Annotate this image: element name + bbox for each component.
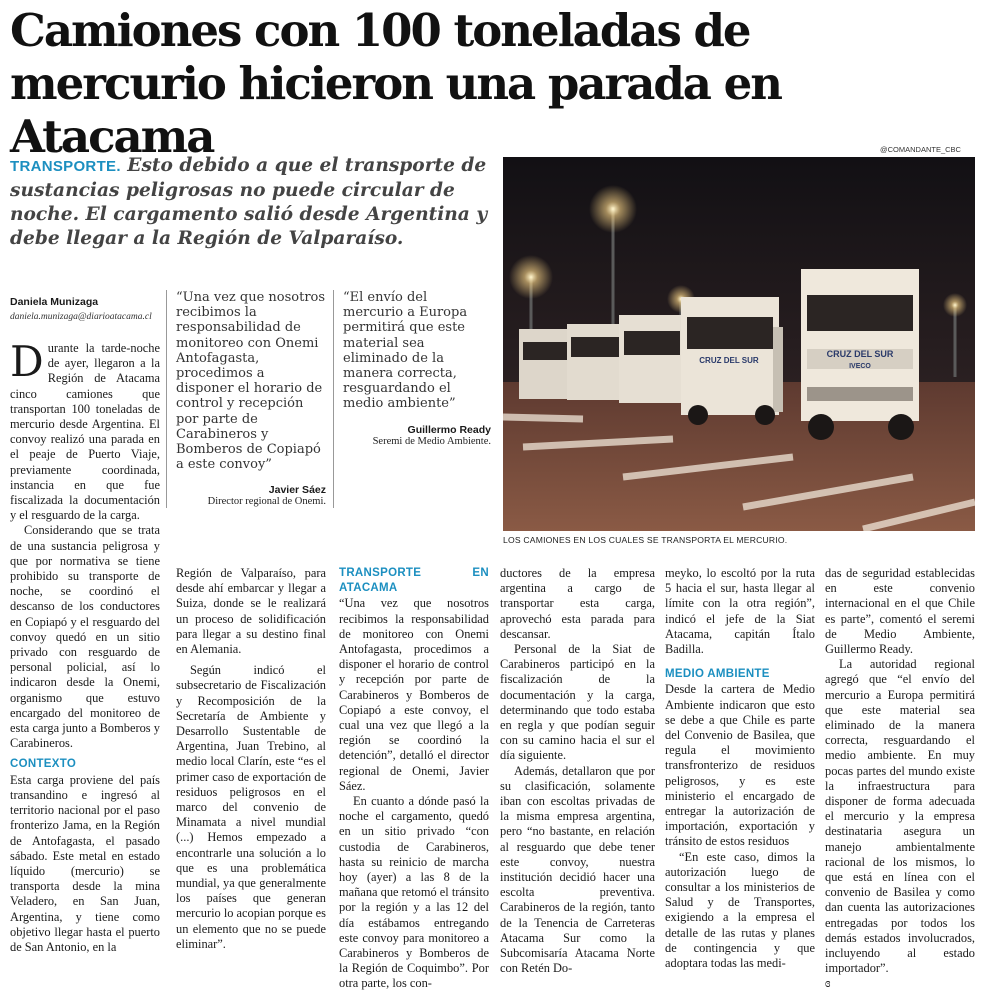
section-heading: TRANSPORTE EN ATACAMA [339, 567, 489, 595]
quote-role: Seremi de Medio Ambiente. [372, 435, 491, 447]
quote-block-2 [343, 290, 491, 447]
article-column-2 [176, 566, 326, 952]
paragraph: das de seguridad establecidas en este convenio internacional en el que Chile es parte”, comentó el seremi de Medio Ambiente, Guillermo Ready. [825, 566, 975, 657]
truck-small-2 [567, 324, 623, 400]
paragraph: Personal de la Siat de Carabineros participó en la fiscalización de la documentación y la carga, determinando que todo estaba en regla y que podían seguir con su camino hacia el sur el día siguiente. [500, 642, 655, 763]
section-heading: CONTEXTO [10, 758, 77, 771]
paragraph: Esta carga proviene del país transandino e ingresó al territorio nacional por el paso fronterizo Jama, en la Región de Antofagasta, el pasado sábado. Este metal en estado líquido (mercurio) se transporta desde la mina Veladero, en San Juan, Argentina, y tiene como objetivo llegar hasta el puerto de San Antonio, en la [10, 772, 160, 954]
headline: Camiones con 100 toneladas de mercurio hicieron una parada en Atacama [10, 4, 781, 163]
paragraph: Considerando que se trata de una sustancia peligrosa y que por normativa se tiene prohibido su transporte de noche, se coordinó el descanso de los conductores en Copiapó y el resguardo del convoy quedó en un sitio privado con resguardo de personal policial, así lo indicaron desde la Onemi, organismo que estuvo encargado del monitoreo de esta carga junto a Bomberos y Carabineros. [10, 523, 160, 751]
quote-role: Director regional de Onemi. [207, 496, 326, 508]
paragraph: urante la tarde-noche de ayer, llegaron a la Región de Atacama cinco camiones que transportan 100 toneladas de mercurio desde Argentina. El convoy realizó una parada en el peaje de Puerto Viaje, previamente coordinada, instancia en que fue fiscalizada la documentación y el resguardo de la carga. [10, 341, 160, 523]
quote-author: Guillermo Ready [407, 423, 491, 436]
lead-text: Esto debido a que el transporte de sustancias peligrosas no puede circular de noche. El cargamento salió desde Argentina y debe llegar a la Región de Valparaíso. [10, 155, 488, 249]
article-column-4 [500, 566, 655, 976]
byline-email: daniela.munizaga@diarioatacama.cl [10, 312, 152, 322]
paragraph: Además, detallaron que por su clasificación, solamente iban con escoltas privadas de la misma empresa argentina, pero “no bastante, en relación al resguardo que debe tener este convoy, nuestra institución decidió hacer una escolta preventiva. Carabineros de la región, tanto de la Tenencia de Carreteras Atacama Sur como la Subcomisaría Atacama Norte con Retén Do- [500, 763, 655, 976]
paragraph: “En este caso, dimos la autorización luego de consultar a los ministerios de Salud y de Transportes, exigiendo a la empresa el detalle de las rutas y planes de contingencia y que adoptara todas las medi- [665, 849, 815, 971]
divider [333, 290, 334, 508]
paragraph: Región de Valparaíso, para desde ahí embarcar y llegar a Suiza, donde se le realizará un proceso de solidificación para llegar a su destino final en Alemania. [176, 566, 326, 657]
lead-paragraph [10, 154, 498, 251]
paragraph: meyko, lo escoltó por la ruta 5 hacia el sur, hasta llegar al límite con la otra región”, indicó el jefe de la Siat Atacama, capitán Ítalo Badilla. [665, 566, 815, 657]
paragraph: ductores de la empresa argentina a cargo de transportar esta carga, aprovechó esta parada para descansar. [500, 566, 655, 641]
article-column-6 [825, 566, 975, 992]
section-heading: MEDIO AMBIENTE [665, 668, 770, 681]
trucks-photo [503, 157, 975, 531]
trucks-illustration [503, 157, 975, 531]
photo-credit: @COMANDANTE_CBC [880, 145, 961, 154]
lead-kicker: TRANSPORTE. [10, 158, 121, 175]
paragraph: En cuanto a dónde pasó la noche el cargamento, quedó en un sitio privado “con custodia de Carabineros, hasta su reinicio de marcha hoy (ayer) a las 8 de la mañana que retomó el tránsito por la región y a las 12 del día estábamos entregando este convoy para monitoreo a Carabineros y Bomberos de la Región de Coquimbo”. Por otra parte, los con- [339, 794, 490, 991]
truck-make-label: IVECO [849, 363, 871, 370]
truck-medium [619, 315, 685, 403]
paragraph: “Una vez que nosotros recibimos la responsabilidad de monitoreo con Onemi Antofagasta, procedimos a disponer el horario de control y recepción por parte de Carabineros y Bomberos de Copiapó a este convoy, el cual una vez que llegó a la región se coordinó la detención”, detalló el director regional de Onemi, Javier Sáez. [339, 596, 489, 793]
article-column-3 [339, 566, 489, 992]
truck-brand-label-2: CRUZ DEL SUR [699, 356, 759, 365]
drop-cap: D [10, 337, 44, 386]
paragraph: Según indicó el subsecretario de Fiscalización y Recomposición de la Secretaría de Ambiente y Desarrollo Sustentable de Argentina, Juan Trebino, al medio local Clarín, este “es el primer caso de exportación de residuos peligrosos en el marco del convenio de Minamata a nivel mundial (...) Hemos empezado a encontrarle una solución a lo que es una problemática mundial, ya que generalmente los países que generan mercurio lo acopian porque es un elemento que no se puede eliminar”. [176, 663, 327, 951]
photo-caption: LOS CAMIONES EN LOS CUALES SE TRANSPORTA EL MERCURIO. [503, 535, 788, 545]
quote-block-1 [176, 290, 326, 507]
article-column-5 [665, 566, 815, 971]
truck-small-1 [519, 329, 571, 399]
paragraph: Desde la cartera de Medio Ambiente indicaron que esto se debe a que Chile es parte del Convenio de Basilea, que regula el movimiento transfronterizo de residuos peligrosos, y es este ministerio el encargado de entregar la autorización de importación, exportación y tránsito de estos residuos [665, 682, 815, 849]
quote-text: “Una vez que nosotros recibimos la responsabilidad de monitoreo con Onemi Antofagasta, procedimos a disponer el horario de control y recepción por parte de Carabineros y Bomberos de Copiapó a este convoy” [176, 290, 326, 473]
end-mark-icon: ɞ [825, 976, 831, 991]
quote-author: Javier Sáez [268, 484, 326, 497]
paragraph: La autoridad regional agregó que “el envío del mercurio a Europa permitirá que este material sea eliminado de la manera correcta, resguardando el medio ambiente. En muy pocas partes del mundo existe la infraestructura para disponer de forma adecuada el mercurio y la empresa destinataria asegura un manejo ambientalmente racional de los mismos, lo que está en línea con el convenio de Basilea y como dan cuenta las autorizaciones entregadas por todos los demás estados involucrados, incluyendo al estado importador”. [825, 657, 975, 976]
truck-brand-label: CRUZ DEL SUR [826, 349, 894, 359]
article-column-1 [10, 337, 160, 955]
quote-text: “El envío del mercurio a Europa permitirá que este material sea eliminado de la manera correcta, resguardando el medio ambiente” [343, 290, 468, 412]
divider [166, 290, 167, 508]
byline-author: Daniela Munizaga [10, 296, 99, 308]
